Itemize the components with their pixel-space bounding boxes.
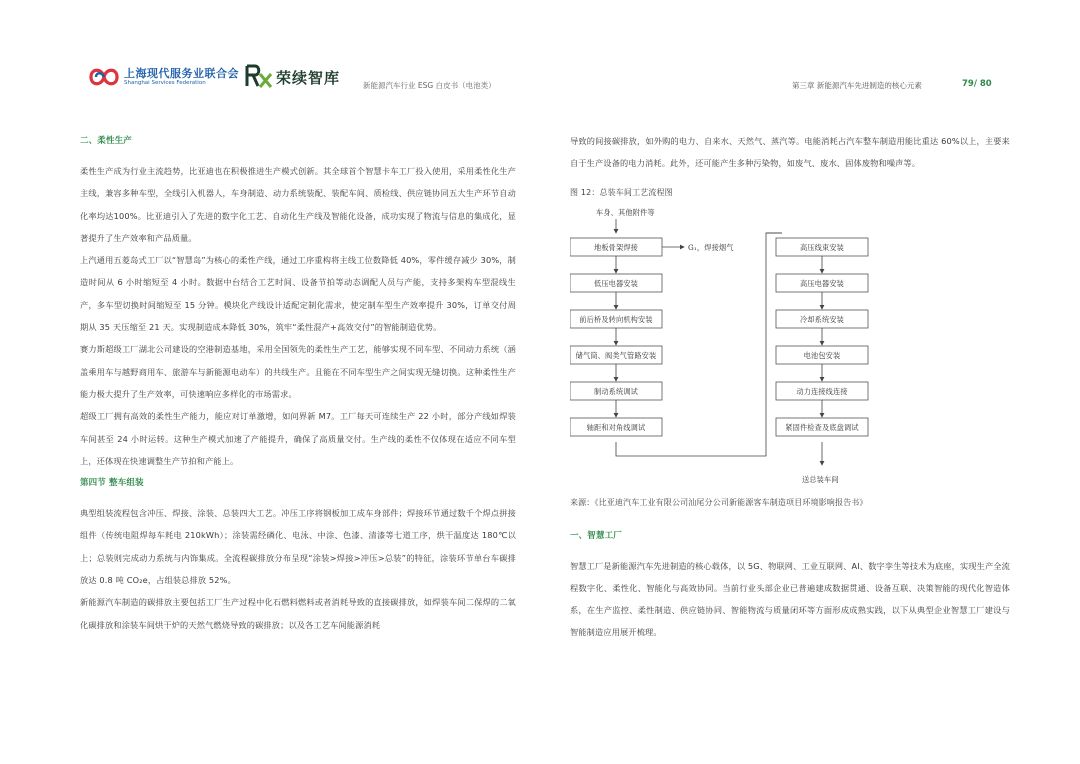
- flowchart-output-label: 送总装车间: [802, 474, 839, 484]
- rx-logo-icon: [244, 62, 274, 90]
- left-step-label-1: 地板骨架焊接: [593, 242, 639, 252]
- paragraph-sgmw-island-factory: 上汽通用五菱岛式工厂以“智慧岛”为核心的柔性产线，通过工序重构将主线工位数降低 40%，零件缓存减少 30%，制造时间从 6 小时缩短至 4 小时。数据中台结合工艺时间、设备节拍等动态调配人员与产能，支持多架构车型混线生产，多车型切换时间缩短至 15 分钟。模块化产线设计适配定制化需求，使定制车型生产效率提升 30%，订单交付周期从 35 天压缩至 21 天。实现制造成本降低 30%，筑牢“柔性混产+高效交付”的智能制造优势。: [80, 255, 516, 333]
- page-number: 79/ 80: [962, 79, 992, 89]
- paragraph-smart-factory: 智慧工厂是新能源汽车先进制造的核心载体，以 5G、物联网、工业互联网、AI、数字孪生等技术为底座，实现生产全流程数字化、柔性化、智能化与高效协同。当前行业头部企业已普遍建成数据贯通、设备互联、决策智能的现代化智造体系，在生产监控、柔性制造、供应链协同、智能物流与质量闭环等方面形成成熟实践，以下从典型企业智慧工厂建设与智能制造应用展开梳理。: [570, 560, 1010, 638]
- right-step-label-2: 高压电器安装: [799, 278, 845, 288]
- right-step-label-5: 动力连接线连接: [796, 386, 848, 396]
- assembly-process-flowchart: [570, 203, 890, 493]
- federation-name: 上海现代服务业联合会: [124, 67, 239, 80]
- figure-caption: 图 12：总装车间工艺流程图: [570, 187, 673, 197]
- left-column: [80, 130, 516, 636]
- figure-source: 来源：《比亚迪汽车工业有限公司汕尾分公司新能源客车制造项目环境影响报告书》: [570, 497, 868, 507]
- page-header: [0, 0, 1080, 110]
- chapter-title: 第三章 新能源汽车先进制造的核心元素: [792, 81, 922, 90]
- section-heading-flexible-production: 二、柔性生产: [80, 136, 132, 146]
- section-heading-smart-factory: 一、智慧工厂: [570, 530, 622, 541]
- right-step-label-3: 冷却系统安装: [799, 314, 845, 324]
- left-step-label-6: 轴距和对角线调试: [586, 422, 646, 432]
- flowchart-emission-label: G₁，焊接烟气: [688, 242, 734, 252]
- left-step-label-2: 低压电器安装: [593, 278, 639, 288]
- rongxu-name: 荣续智库: [276, 69, 341, 87]
- section-heading-vehicle-assembly: 第四节 整车组装: [80, 478, 144, 489]
- right-step-label-6: 紧固件检查及底盘调试: [785, 422, 859, 432]
- document-title: 新能源汽车行业 ESG 白皮书（电池类）: [363, 81, 496, 90]
- paragraph-super-factory: 超级工厂拥有高效的柔性生产能力，能应对订单激增，如问界新 M7。工厂每天可连续生产 22 小时，部分产线如焊装车间甚至 24 小时运转。这种生产模式加速了产能提升，确保了高质量交付。生产线的柔性不仅体现在适应不同车型上，还体现在快速调整生产节拍和产能上。: [80, 411, 516, 466]
- left-step-label-3: 前后桥及转向机构安装: [579, 314, 653, 324]
- paragraph-byd-flexible: 柔性生产成为行业主流趋势，比亚迪也在积极推进生产模式创新。其全球首个智慧卡车工厂投入使用，采用柔性化生产主线，兼容多种车型，全线引入机器人，车身制造、动力系统装配、装配车间、质检线、供应链协同五大生产环节自动化率均达100%。比亚迪引入了先进的数字化工艺、自动化生产线及智能化设备，成功实现了物流与信息的集成化，显著提升了生产效率和产品质量。: [80, 166, 516, 243]
- right-step-label-1: 高压线束安装: [799, 242, 845, 252]
- shanghai-services-federation-logo: [88, 62, 239, 92]
- flowchart-svg: [570, 203, 890, 493]
- paragraph-assembly-process: 典型组装流程包含冲压、焊接、涂装、总装四大工艺。冲压工序将钢板加工成车身部件；焊接环节通过数千个焊点拼接组件（传统电阻焊每车耗电 210kWh）；涂装需经磷化、电泳、中涂、色漆、清漆等七道工序，烘干温度达 180℃以上；总装则完成动力系统与内饰集成。全流程碳排放分布呈现“涂装>焊接>冲压>总装”的特征，涂装环节单台车碳排放达 0.8 吨 CO₂e，占组装总排放 52%。: [80, 508, 516, 586]
- paragraph-seres-airport-base: 赛力斯超级工厂湖北公司建设的空港制造基地，采用全国领先的柔性生产工艺，能够实现不同车型、不同动力系统（涵盖乘用车与越野商用车、旅游车与新能源电动车）的共线生产。且能在不同车型生产之间实现无缝切换。这种柔性生产能力极大提升了生产效率，可快速响应多样化的市场需求。: [80, 344, 516, 399]
- right-step-label-4: 电池包安装: [803, 350, 841, 360]
- left-step-label-5: 制动系统调试: [593, 386, 639, 396]
- rongxu-think-tank-logo: [244, 62, 364, 92]
- federation-logo-icon: [88, 64, 120, 90]
- flowchart-input-label: 车身、其他附件等: [596, 207, 655, 217]
- right-column: [570, 130, 1010, 644]
- left-step-label-4: 储气筒、阀类气管路安装: [575, 350, 657, 360]
- paragraph-indirect-emission: 导致的间接碳排放，如外购的电力、自来水、天然气、蒸汽等。电能消耗占汽车整车制造用能比重达 60%以上，主要来自于生产设备的电力消耗。此外，还可能产生多种污染物，如废气、废水、固体废物和噪声等。: [570, 136, 1010, 169]
- paragraph-carbon-emission: 新能源汽车制造的碳排放主要包括工厂生产过程中化石燃料燃料或者消耗导致的直接碳排放，如焊装车间二保焊的二氧化碳排放和涂装车间烘干炉的天然气燃烧导致的碳排放；以及各工艺车间能源消耗: [80, 597, 516, 630]
- federation-english-name: Shanghai Services Federation: [124, 80, 206, 86]
